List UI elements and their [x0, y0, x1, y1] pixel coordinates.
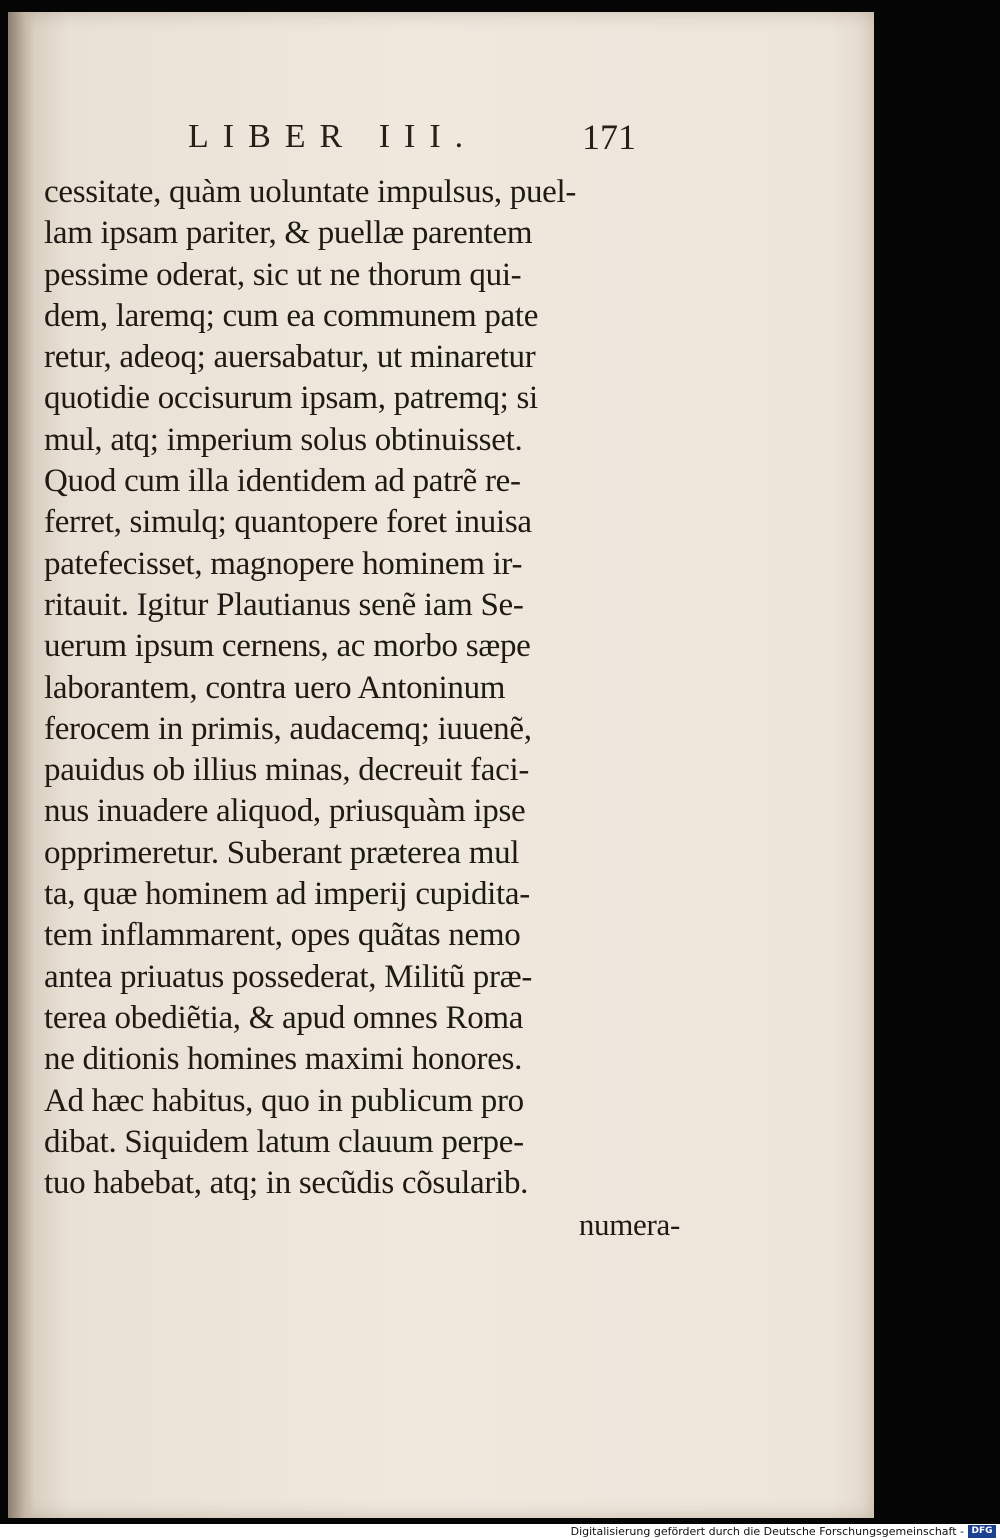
text-line: ne ditionis homines maximi honores.	[44, 1041, 523, 1078]
running-head: LIBER III.	[188, 118, 478, 155]
text-line: pauidus ob illius minas, decreuit faci-	[44, 752, 530, 789]
text-line: Ad hæc habitus, quo in publicum pro	[44, 1082, 524, 1119]
text-line: opprimeretur. Suberant præterea mul	[44, 834, 520, 871]
book-page	[8, 12, 874, 1518]
body-text	[44, 172, 684, 1246]
text-line: dem, laremq; cum ea communem pate	[44, 297, 539, 334]
text-line: ritauit. Igitur Plautianus senẽ iam Se-	[44, 586, 524, 623]
text-line: uerum ipsum cernens, ac morbo sæpe	[44, 628, 531, 665]
text-line: tem inflammarent, opes quãtas nemo	[44, 917, 521, 954]
page-gutter-shadow	[8, 12, 34, 1518]
text-line: terea obediẽtia, & apud omnes Roma	[44, 999, 524, 1036]
text-line: ta, quæ hominem ad imperij cupidita-	[44, 876, 530, 913]
digitization-footer	[0, 1524, 1000, 1540]
text-line: antea priuatus possederat, Militũ præ-	[44, 958, 533, 995]
text-line: Quod cum illa identidem ad patrẽ re-	[44, 463, 521, 500]
text-line: pessime oderat, sic ut ne thorum qui-	[44, 256, 522, 293]
page-number: 171	[582, 117, 636, 157]
text-line: nus inuadere aliquod, priusquàm ipse	[44, 793, 526, 830]
footer-credit: Digitalisierung gefördert durch die Deutsche Forschungsgemeinschaft -	[570, 1525, 964, 1538]
text-line: ferocem in primis, audacemq; iuuenẽ,	[44, 710, 532, 747]
text-line: dibat. Siquidem latum clauum perpe-	[44, 1123, 524, 1160]
text-line: ferret, simulq; quantopere foret inuisa	[44, 504, 532, 541]
text-line: cessitate, quàm uoluntate impulsus, puel-	[44, 174, 577, 210]
text-line: patefecisset, magnopere hominem ir-	[44, 545, 523, 582]
text-line: laborantem, contra uero Antoninum	[44, 669, 506, 706]
text-line: quotidie occisurum ipsam, patremq; si	[44, 380, 538, 417]
text-line: mul, atq; imperium solus obtinuisset.	[44, 421, 523, 458]
dfg-logo: DFG	[968, 1525, 996, 1538]
catchword: numera-	[578, 1207, 680, 1243]
text-line: lam ipsam pariter, & puellæ parentem	[44, 215, 533, 252]
text-line: tuo habebat, atq; in secũdis cõsularib.	[44, 1165, 529, 1202]
text-line: retur, adeoq; auersabatur, ut minaretur	[44, 339, 536, 376]
